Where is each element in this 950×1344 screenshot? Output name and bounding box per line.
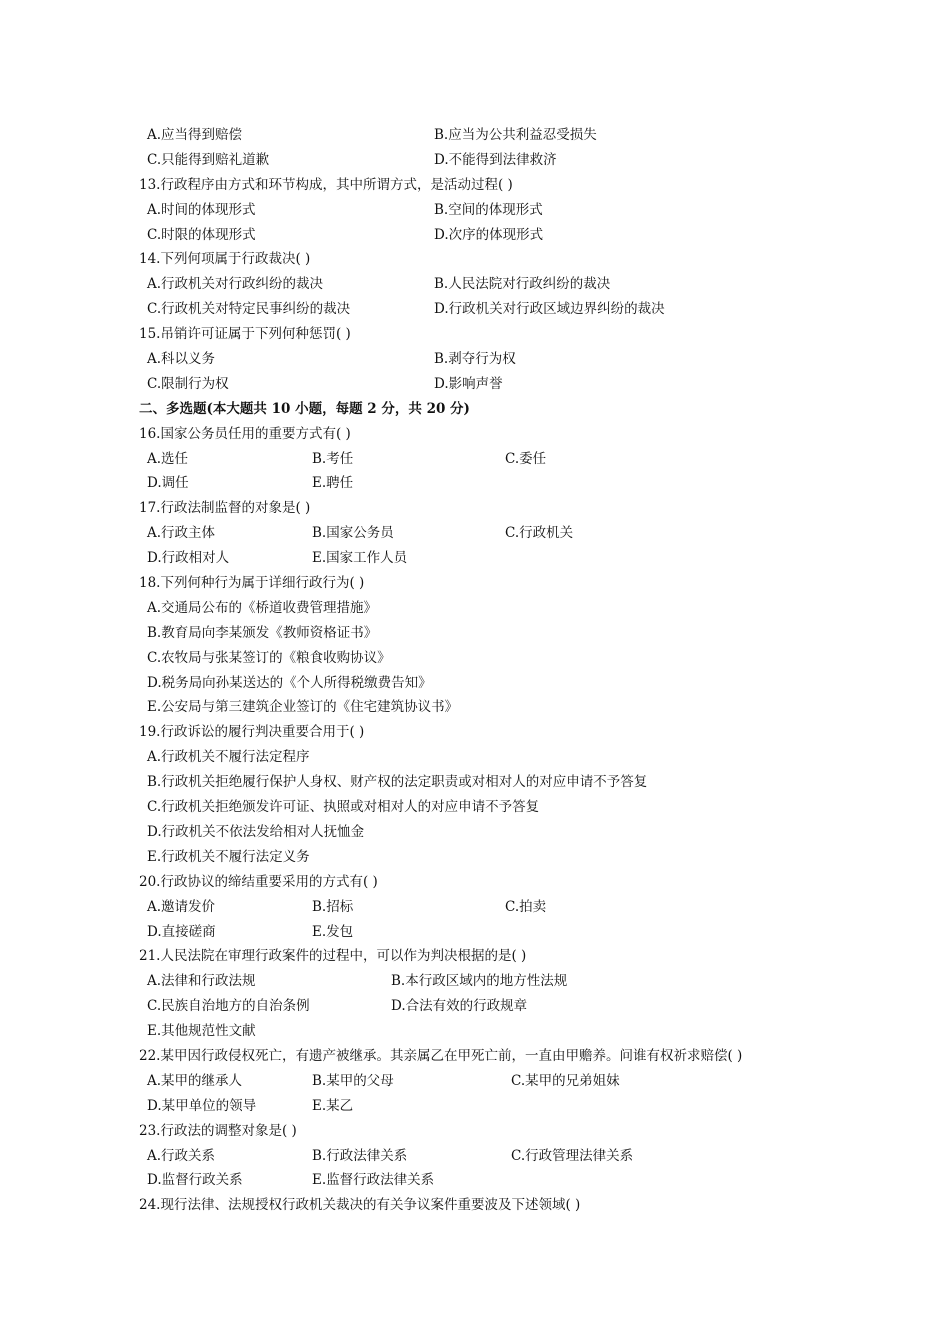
option-row [0, 994, 950, 1019]
option-text: B.行政机关拒绝履行保护人身权、财产权的法定职责或对相对人的对应申请不予答复 [147, 774, 648, 791]
option-row [0, 695, 950, 720]
option-text: E.聘任 [312, 475, 354, 492]
question-text: 16.国家公务员任用的重要方式有( ) [139, 425, 351, 442]
option-text: A.交通局公布的《桥道收费管理措施》 [147, 599, 378, 616]
option-text: B.某甲的父母 [312, 1072, 394, 1089]
option-row [0, 770, 950, 795]
option-text: A.选任 [147, 450, 189, 467]
option-text: C.行政机关对特定民事纠纷的裁决 [147, 301, 351, 318]
option-row [0, 1094, 950, 1119]
option-text: D.影响声誉 [434, 375, 503, 392]
question-text: 17.行政法制监督的对象是( ) [139, 500, 311, 517]
option-text: C.行政机关 [505, 525, 574, 542]
option-row [0, 745, 950, 770]
option-text: C.某甲的兄弟姐妹 [511, 1072, 620, 1089]
option-row [0, 1168, 950, 1193]
section-heading: 二、多选题(本大题共 10 小题，每题 2 分，共 20 分) [139, 400, 470, 417]
option-text: A.行政机关对行政纠纷的裁决 [147, 276, 324, 293]
option-text: D.税务局向孙某送达的《个人所得税缴费告知》 [147, 674, 432, 691]
option-row [0, 447, 950, 472]
option-text: E.国家工作人员 [312, 550, 408, 567]
option-row [0, 895, 950, 920]
option-row [0, 546, 950, 571]
question-text: 14.下列何项属于行政裁决( ) [139, 251, 311, 268]
question-text: 21.人民法院在审理行政案件的过程中，可以作为判决根据的是( ) [139, 948, 527, 965]
option-text: C.委任 [505, 450, 547, 467]
option-text: D.直接磋商 [147, 923, 216, 940]
option-row [0, 845, 950, 870]
option-text: C.民族自治地方的自治条例 [147, 998, 310, 1015]
option-text: A.行政主体 [147, 525, 216, 542]
option-text: D.不能得到法律救济 [434, 151, 557, 168]
question-text: 22.某甲因行政侵权死亡，有遗产被继承。其亲属乙在甲死亡前，一直由甲赡养。问谁有权祈求赔偿( ) [139, 1047, 743, 1064]
option-text: C.只能得到赔礼道歉 [147, 151, 270, 168]
question-text: 15.吊销许可证属于下列何种惩罚( ) [139, 326, 351, 343]
question-text: 13.行政程序由方式和环节构成，其中所谓方式，是活动过程( ) [139, 176, 513, 193]
option-row [0, 1019, 950, 1044]
option-row [0, 795, 950, 820]
option-text: B.人民法院对行政纠纷的裁决 [434, 276, 611, 293]
question-text: 20.行政协议的缔结重要采用的方式有( ) [139, 873, 378, 890]
option-row [0, 969, 950, 994]
option-text: E.发包 [312, 923, 354, 940]
option-text: D.某甲单位的领导 [147, 1097, 257, 1114]
option-text: B.行政法律关系 [312, 1147, 408, 1164]
exam-page [0, 123, 950, 1218]
option-text: B.应当为公共利益忍受损失 [434, 127, 597, 143]
option-text: A.时间的体现形式 [147, 201, 256, 218]
option-row [0, 297, 950, 322]
option-row [0, 646, 950, 671]
option-text: B.本行政区域内的地方性法规 [391, 973, 568, 990]
option-text: A.应当得到赔偿 [147, 127, 243, 143]
option-text: D.合法有效的行政规章 [391, 998, 528, 1015]
option-text: D.行政机关不依法发给相对人抚恤金 [147, 823, 365, 840]
option-text: E.公安局与第三建筑企业签订的《住宅建筑协议书》 [147, 699, 459, 716]
option-row [0, 820, 950, 845]
option-text: E.行政机关不履行法定义务 [147, 848, 310, 865]
option-text: C.农牧局与张某签订的《粮食收购协议》 [147, 649, 391, 666]
option-text: B.剥夺行为权 [434, 351, 516, 368]
option-text: C.时限的体现形式 [147, 226, 256, 243]
option-row [0, 347, 950, 372]
option-text: C.行政管理法律关系 [511, 1147, 634, 1164]
option-row [0, 272, 950, 297]
option-text: B.教育局向李某颁发《教师资格证书》 [147, 624, 378, 641]
option-text: D.行政机关对行政区域边界纠纷的裁决 [434, 301, 665, 318]
option-row [0, 223, 950, 248]
question-text: 18.下列何种行为属于详细行政行为( ) [139, 575, 365, 592]
option-row [0, 198, 950, 223]
option-row [0, 471, 950, 496]
option-text: E.其他规范性文献 [147, 1023, 256, 1040]
option-row [0, 596, 950, 621]
option-text: C.行政机关拒绝颁发许可证、执照或对相对人的对应申请不予答复 [147, 799, 540, 816]
option-text: B.空间的体现形式 [434, 201, 543, 218]
option-text: E.监督行政法律关系 [312, 1172, 435, 1189]
option-row [0, 148, 950, 173]
question-text: 23.行政法的调整对象是( ) [139, 1122, 297, 1139]
option-text: E.某乙 [312, 1097, 354, 1114]
option-text: D.调任 [147, 475, 189, 492]
option-text: B.考任 [312, 450, 354, 467]
option-row [0, 671, 950, 696]
question-text: 24.现行法律、法规授权行政机关裁决的有关争议案件重要波及下述领域( ) [139, 1197, 581, 1214]
question-text: 19.行政诉讼的履行判决重要合用于( ) [139, 724, 365, 741]
option-text: A.科以义务 [147, 351, 216, 368]
option-text: C.限制行为权 [147, 375, 229, 392]
option-text: C.拍卖 [505, 898, 547, 915]
option-text: A.法律和行政法规 [147, 973, 256, 990]
option-row [0, 920, 950, 945]
option-row [0, 521, 950, 546]
option-text: D.次序的体现形式 [434, 226, 544, 243]
option-row [0, 1069, 950, 1094]
option-text: A.行政机关不履行法定程序 [147, 749, 310, 766]
option-row [0, 621, 950, 646]
option-text: A.行政关系 [147, 1147, 216, 1164]
option-text: B.招标 [312, 898, 354, 915]
option-text: D.监督行政关系 [147, 1172, 243, 1189]
option-row [0, 1144, 950, 1169]
option-row [0, 372, 950, 397]
option-text: B.国家公务员 [312, 525, 394, 542]
option-text: D.行政相对人 [147, 550, 230, 567]
option-text: A.某甲的继承人 [147, 1072, 243, 1089]
option-text: A.邀请发价 [147, 898, 216, 915]
option-row [0, 123, 950, 148]
